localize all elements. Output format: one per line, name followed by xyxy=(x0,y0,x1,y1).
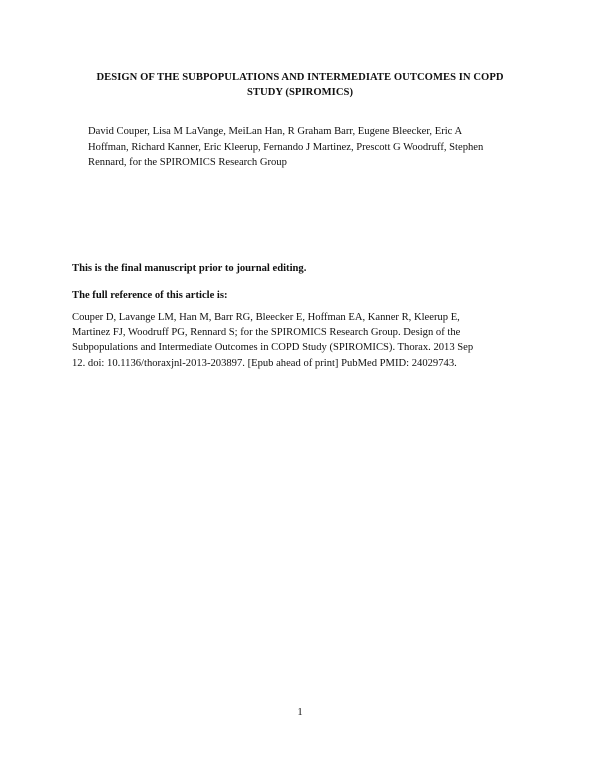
reference-heading: The full reference of this article is: xyxy=(72,290,228,301)
reference-citation xyxy=(72,310,542,371)
reference-line: Couper D, Lavange LM, Han M, Barr RG, Bleecker E, Hoffman EA, Kanner R, Kleerup E, xyxy=(72,312,460,323)
author-line: David Couper, Lisa M LaVange, MeiLan Han, R Graham Barr, Eugene Bleecker, Eric A xyxy=(88,126,463,137)
article-title-line: STUDY (SPIROMICS) xyxy=(246,87,354,98)
page-number: 1 xyxy=(297,707,303,718)
author-line: Rennard, for the SPIROMICS Research Group xyxy=(88,157,287,168)
article-title-line: DESIGN OF THE SUBPOPULATIONS AND INTERMEDIATE OUTCOMES IN COPD xyxy=(96,72,504,83)
reference-line: 12. doi: 10.1136/thoraxjnl-2013-203897. [Epub ahead of print] PubMed PMID: 24029743. xyxy=(72,357,457,369)
reference-line: Subpopulations and Intermediate Outcomes in COPD Study (SPIROMICS). Thorax. 2013 Sep xyxy=(72,342,474,354)
author-list xyxy=(88,124,538,171)
author-line: Hoffman, Richard Kanner, Eric Kleerup, Fernando J Martinez, Prescott G Woodruff, Stephen xyxy=(88,141,484,153)
reference-line: Martinez FJ, Woodruff PG, Rennard S; for the SPIROMICS Research Group. Design of the xyxy=(72,327,461,339)
manuscript-note: This is the final manuscript prior to journal editing. xyxy=(72,263,307,274)
article-title xyxy=(60,70,540,100)
